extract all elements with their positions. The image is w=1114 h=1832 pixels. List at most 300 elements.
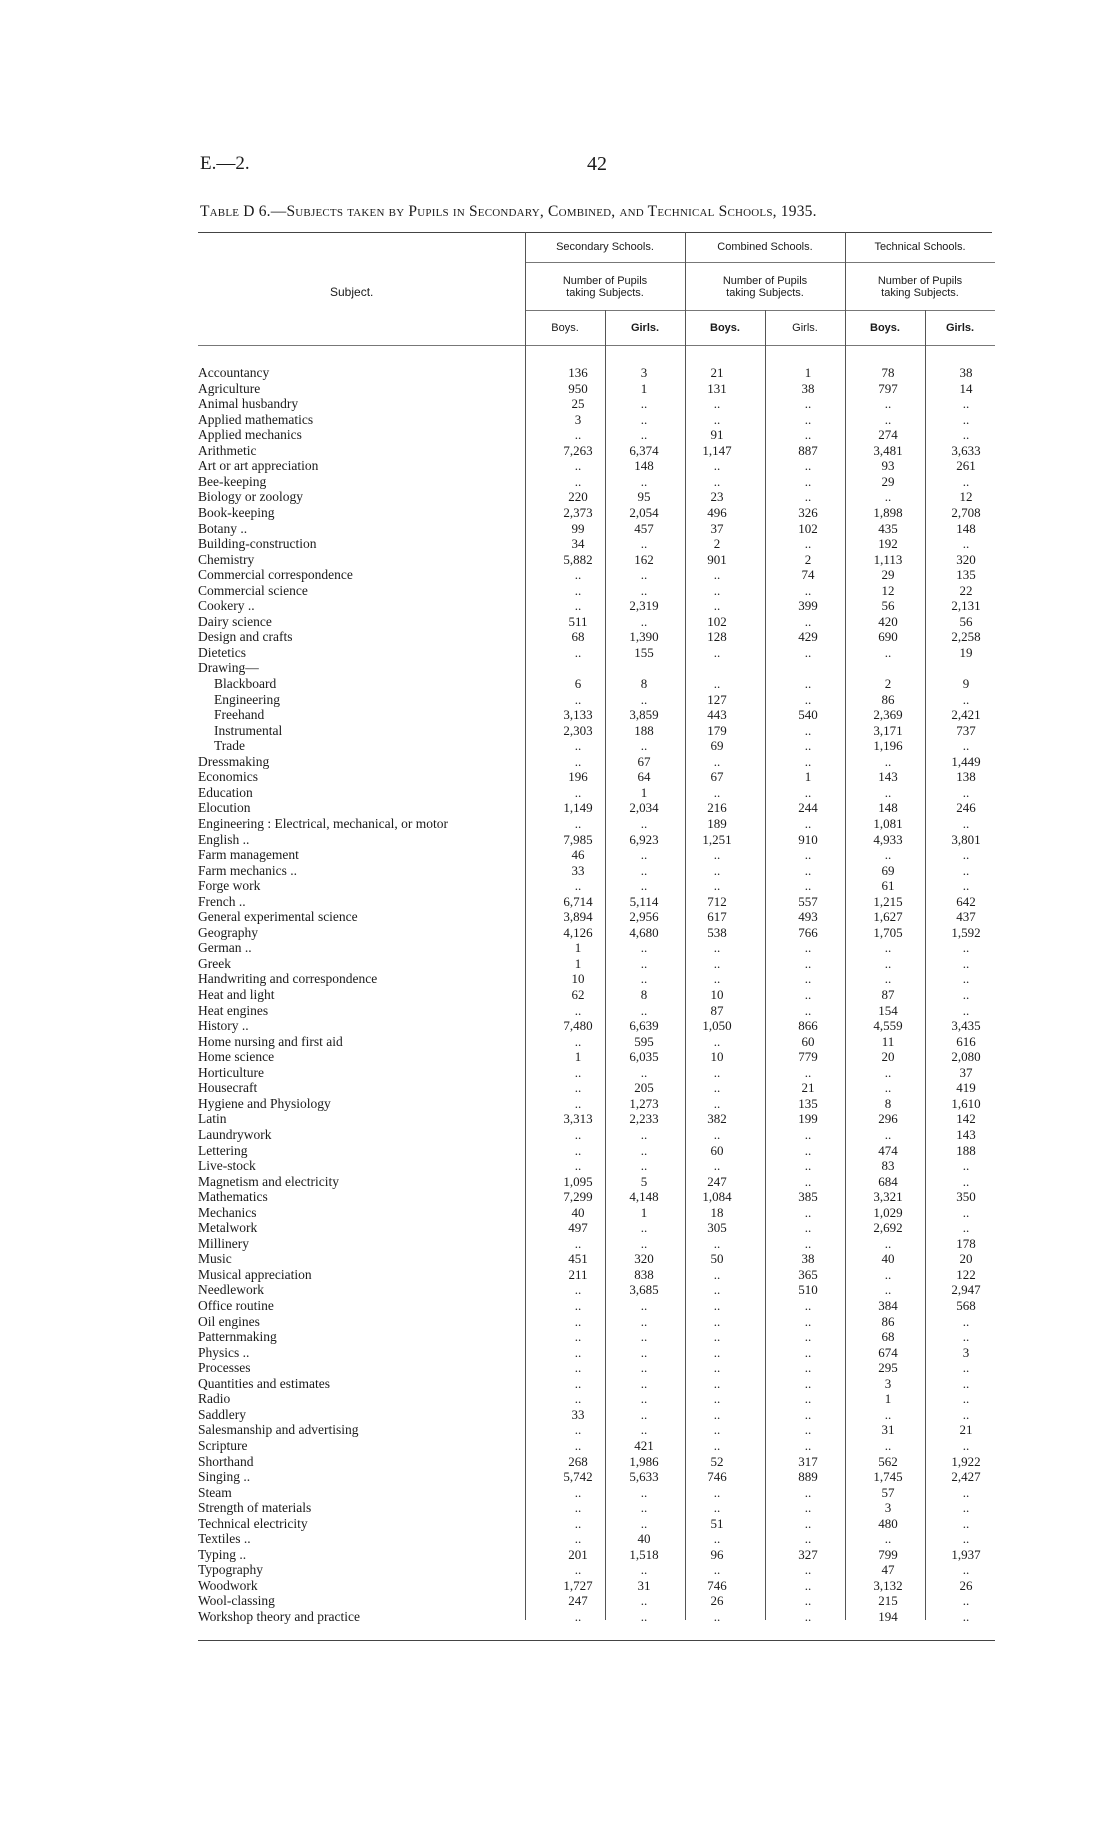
table-cell: ..: [640, 1407, 648, 1422]
table-cell: ..: [962, 971, 970, 986]
bottom-rule: [198, 1640, 995, 1641]
subject-label: Farm management: [198, 847, 299, 862]
row-subject: [198, 629, 292, 644]
table-cell: 10: [710, 987, 724, 1002]
table-cell: ..: [713, 878, 721, 893]
table-cell: 143: [956, 1127, 976, 1142]
table-cell: 9: [962, 676, 970, 691]
table-cell: ..: [804, 1314, 812, 1329]
table-cell: 50: [710, 1251, 724, 1266]
table-cell: ..: [713, 1267, 721, 1282]
table-cell: 102: [707, 614, 727, 629]
table-cell: ..: [574, 1003, 582, 1018]
table-cell: ..: [574, 1609, 582, 1624]
table-cell: 3,321: [873, 1189, 903, 1204]
table-cell: 8: [640, 676, 648, 691]
row-subject: [198, 1174, 339, 1189]
table-cell: 737: [956, 723, 976, 738]
table-cell: ..: [713, 396, 721, 411]
table-cell: 1,745: [873, 1469, 903, 1484]
column-divider: [925, 310, 926, 1620]
table-cell: ..: [640, 847, 648, 862]
table-cell: 99: [571, 521, 585, 536]
table-cell: 38: [801, 1251, 815, 1266]
subject-label: Biology or zoology: [198, 489, 303, 504]
table-cell: 29: [881, 474, 895, 489]
table-cell: 1: [574, 956, 582, 971]
table-cell: ..: [884, 412, 892, 427]
table-cell: 5,114: [629, 894, 659, 909]
table-cell: ..: [884, 1282, 892, 1297]
table-cell: ..: [804, 1236, 812, 1251]
table-cell: 1: [574, 1049, 582, 1064]
table-cell: ..: [962, 878, 970, 893]
table-cell: ..: [962, 940, 970, 955]
subject-label: Music: [198, 1251, 232, 1266]
table-cell: ..: [640, 1127, 648, 1142]
table-cell: ..: [574, 1516, 582, 1531]
table-cell: 493: [798, 909, 818, 924]
table-cell: 91: [710, 427, 724, 442]
table-cell: ..: [713, 1314, 721, 1329]
table-cell: 86: [881, 692, 895, 707]
table-cell: ..: [884, 489, 892, 504]
table-cell: 135: [798, 1096, 818, 1111]
table-cell: 4,680: [629, 925, 659, 940]
table-cell: 3,633: [951, 443, 981, 458]
table-cell: ..: [713, 1329, 721, 1344]
table-cell: 3: [884, 1500, 892, 1515]
table-cell: ..: [804, 1391, 812, 1406]
table-cell: ..: [640, 1158, 648, 1173]
table-cell: ..: [713, 1485, 721, 1500]
table-cell: ..: [713, 863, 721, 878]
table-cell: 1,592: [951, 925, 981, 940]
top-rule: [198, 232, 992, 233]
table-cell: 37: [710, 521, 724, 536]
row-subject: [198, 971, 377, 986]
table-cell: ..: [574, 1345, 582, 1360]
row-subject: [198, 458, 318, 473]
table-cell: 474: [878, 1143, 898, 1158]
table-cell: 127: [707, 692, 727, 707]
table-cell: 3,894: [563, 909, 593, 924]
table-cell: 179: [707, 723, 727, 738]
table-cell: ..: [574, 1282, 582, 1297]
table-cell: 95: [637, 489, 651, 504]
table-cell: 1,727: [563, 1578, 593, 1593]
column-divider: [525, 232, 526, 1620]
subject-label: Magnetism and electricity: [198, 1174, 339, 1189]
row-subject: [198, 396, 298, 411]
table-cell: 779: [798, 1049, 818, 1064]
subject-label: Applied mechanics: [198, 427, 302, 442]
table-cell: ..: [713, 1500, 721, 1515]
table-cell: 3: [884, 1376, 892, 1391]
table-cell: ..: [640, 1314, 648, 1329]
table-cell: ..: [804, 412, 812, 427]
table-cell: 712: [707, 894, 727, 909]
table-cell: 3: [640, 365, 648, 380]
subject-label: Singing ..: [198, 1469, 251, 1484]
table-cell: ..: [640, 1345, 648, 1360]
table-cell: ..: [804, 474, 812, 489]
subheader-secondary: [525, 275, 685, 299]
table-cell: ..: [574, 1065, 582, 1080]
table-cell: ..: [962, 863, 970, 878]
subject-label: Live-stock: [198, 1158, 256, 1173]
row-subject: [198, 645, 246, 660]
subject-label: Radio: [198, 1391, 231, 1406]
table-cell: 40: [571, 1205, 585, 1220]
table-title: Table D 6.—Subjects taken by Pupils in Secondary, Combined, and Technical Schools, 1935.: [200, 203, 817, 220]
table-cell: ..: [804, 1065, 812, 1080]
table-cell: ..: [804, 863, 812, 878]
table-cell: ..: [713, 645, 721, 660]
table-cell: ..: [962, 1531, 970, 1546]
table-cell: ..: [574, 692, 582, 707]
table-cell: ..: [804, 427, 812, 442]
table-cell: 26: [959, 1578, 973, 1593]
table-cell: 155: [634, 645, 654, 660]
table-cell: 568: [956, 1298, 976, 1313]
table-cell: 220: [568, 489, 588, 504]
table-cell: ..: [640, 474, 648, 489]
table-cell: ..: [640, 1376, 648, 1391]
table-cell: ..: [574, 1531, 582, 1546]
subject-label: Strength of materials: [198, 1500, 312, 1515]
table-cell: 148: [878, 800, 898, 815]
table-cell: ..: [640, 1562, 648, 1577]
subject-label: Typography: [198, 1562, 264, 1577]
table-cell: ..: [962, 1593, 970, 1608]
table-cell: ..: [713, 785, 721, 800]
row-subject: [198, 940, 252, 955]
table-cell: ..: [574, 1080, 582, 1095]
table-cell: ..: [713, 1236, 721, 1251]
table-cell: 2: [713, 536, 721, 551]
table-cell: 22: [959, 583, 973, 598]
page-code: E.—2.: [200, 153, 250, 174]
table-cell: 148: [634, 458, 654, 473]
table-cell: 350: [956, 1189, 976, 1204]
table-cell: 21: [801, 1080, 815, 1095]
table-cell: ..: [640, 1485, 648, 1500]
subheader-line-2: taking Subjects.: [566, 287, 644, 299]
table-cell: 296: [878, 1111, 898, 1126]
table-cell: 21: [710, 365, 724, 380]
row-subject: [198, 1562, 263, 1577]
subject-label: Millinery: [198, 1236, 249, 1251]
row-subject: [214, 707, 264, 722]
table-cell: 497: [568, 1220, 588, 1235]
row-subject: [198, 1236, 249, 1251]
table-cell: ..: [962, 1360, 970, 1375]
table-cell: ..: [640, 396, 648, 411]
table-cell: 261: [956, 458, 976, 473]
table-cell: 327: [798, 1547, 818, 1562]
row-subject: [198, 832, 249, 847]
table-cell: 33: [571, 863, 585, 878]
subject-label: Mechanics: [198, 1205, 257, 1220]
subject-label: Agriculture: [198, 381, 261, 396]
table-cell: 188: [956, 1143, 976, 1158]
table-cell: 87: [710, 1003, 724, 1018]
column-divider: [845, 232, 846, 1620]
table-cell: ..: [713, 567, 721, 582]
table-cell: ..: [804, 1609, 812, 1624]
table-cell: ..: [962, 956, 970, 971]
subject-label: Instrumental: [214, 723, 283, 738]
row-subject: [198, 1345, 249, 1360]
row-subject: [198, 1220, 257, 1235]
table-cell: ..: [962, 1500, 970, 1515]
table-cell: ..: [713, 1282, 721, 1297]
table-cell: 8: [640, 987, 648, 1002]
table-cell: 29: [881, 567, 895, 582]
table-cell: ..: [804, 489, 812, 504]
table-cell: 7,985: [563, 832, 593, 847]
subject-label: Design and crafts: [198, 629, 293, 644]
table-cell: 451: [568, 1251, 588, 1266]
table-cell: 87: [881, 987, 895, 1002]
table-cell: ..: [713, 1360, 721, 1375]
table-cell: ..: [884, 1080, 892, 1095]
table-cell: ..: [804, 1174, 812, 1189]
table-cell: 56: [959, 614, 973, 629]
subject-label: Wool-classing: [198, 1593, 275, 1608]
table-cell: ..: [713, 1562, 721, 1577]
table-cell: 1,084: [702, 1189, 732, 1204]
subheader-line-1: Number of Pupils: [722, 275, 808, 287]
row-subject: [198, 1454, 254, 1469]
table-cell: ..: [804, 847, 812, 862]
row-subject: [198, 1329, 277, 1344]
subject-label: Trade: [214, 738, 246, 753]
table-cell: 2,303: [563, 723, 593, 738]
subject-label: Commercial correspondence: [198, 567, 353, 582]
table-cell: 93: [881, 458, 895, 473]
table-cell: ..: [640, 614, 648, 629]
row-subject: [198, 1282, 264, 1297]
table-cell: 3,685: [629, 1282, 659, 1297]
row-subject: [198, 381, 260, 396]
table-cell: ..: [962, 1158, 970, 1173]
subheader-line-1: Number of Pupils: [877, 275, 963, 287]
table-cell: ..: [804, 692, 812, 707]
table-cell: 178: [956, 1236, 976, 1251]
table-cell: 216: [707, 800, 727, 815]
table-cell: 2,080: [951, 1049, 981, 1064]
table-cell: ..: [574, 1314, 582, 1329]
table-cell: 320: [956, 552, 976, 567]
table-cell: 1: [804, 769, 812, 784]
subject-label: Book-keeping: [198, 505, 275, 520]
subject-label: Education: [198, 785, 253, 800]
row-subject: [198, 1578, 258, 1593]
table-cell: 1,215: [873, 894, 903, 909]
table-cell: ..: [884, 1127, 892, 1142]
table-cell: ..: [804, 1422, 812, 1437]
table-cell: 31: [637, 1578, 651, 1593]
subject-label: Dietetics: [198, 645, 246, 660]
table-cell: ..: [962, 396, 970, 411]
table-cell: 6,714: [563, 894, 593, 909]
table-cell: 3,171: [873, 723, 903, 738]
group-technical: Technical Schools.: [874, 241, 966, 253]
subject-label: Greek: [198, 956, 231, 971]
table-cell: ..: [713, 1034, 721, 1049]
table-cell: 11: [881, 1034, 895, 1049]
subject-label: Arithmetic: [198, 443, 257, 458]
subject-label: Dressmaking: [198, 754, 270, 769]
subject-label: Lettering: [198, 1143, 248, 1158]
table-cell: ..: [713, 1158, 721, 1173]
table-cell: 18: [710, 1205, 724, 1220]
table-cell: ..: [640, 1003, 648, 1018]
table-cell: 7,263: [563, 443, 593, 458]
row-subject: [198, 1158, 256, 1173]
table-cell: ..: [713, 1531, 721, 1546]
table-cell: 684: [878, 1174, 898, 1189]
table-cell: 26: [710, 1593, 724, 1608]
table-cell: ..: [574, 1438, 582, 1453]
table-cell: ..: [884, 1438, 892, 1453]
table-cell: ..: [574, 1298, 582, 1313]
table-cell: 162: [634, 552, 654, 567]
table-cell: 1: [640, 785, 648, 800]
table-cell: 419: [956, 1080, 976, 1095]
table-cell: 205: [634, 1080, 654, 1095]
table-cell: 1,922: [951, 1454, 981, 1469]
table-cell: ..: [640, 878, 648, 893]
subject-label: Woodwork: [198, 1578, 258, 1593]
table-cell: 540: [798, 707, 818, 722]
table-cell: 538: [707, 925, 727, 940]
subject-label: Elocution: [198, 800, 251, 815]
row-subject: [198, 552, 254, 567]
subject-label: Forge work: [198, 878, 261, 893]
table-cell: 420: [878, 614, 898, 629]
table-cell: 37: [959, 1065, 973, 1080]
subject-label: Office routine: [198, 1298, 274, 1313]
subject-label: Accountancy: [198, 365, 270, 380]
table-cell: 1,251: [702, 832, 732, 847]
subject-label: Freehand: [214, 707, 265, 722]
table-cell: 211: [568, 1267, 588, 1282]
table-cell: 320: [634, 1251, 654, 1266]
table-cell: 244: [798, 800, 818, 815]
table-cell: 3: [574, 412, 582, 427]
subheader-line-2: taking Subjects.: [726, 287, 804, 299]
table-cell: 1: [804, 365, 812, 380]
table-cell: ..: [804, 1329, 812, 1344]
table-cell: 19: [959, 645, 973, 660]
subject-label: Typing ..: [198, 1547, 247, 1562]
table-cell: 188: [634, 723, 654, 738]
row-subject: [198, 1096, 331, 1111]
table-cell: 61: [881, 878, 895, 893]
row-subject: [198, 800, 251, 815]
subject-label: Farm mechanics ..: [198, 863, 297, 878]
table-cell: 457: [634, 521, 654, 536]
table-cell: 6,639: [629, 1018, 659, 1033]
subject-label: Physics ..: [198, 1345, 250, 1360]
row-subject: [214, 738, 245, 753]
subheader-technical: [845, 275, 995, 299]
row-subject: [198, 956, 231, 971]
subject-label: Quantities and estimates: [198, 1376, 330, 1391]
table-cell: ..: [962, 1314, 970, 1329]
table-cell: 382: [707, 1111, 727, 1126]
subject-label: Saddlery: [198, 1407, 246, 1422]
table-cell: 690: [878, 629, 898, 644]
table-cell: 20: [959, 1251, 973, 1266]
table-cell: ..: [640, 738, 648, 753]
table-cell: 10: [710, 1049, 724, 1064]
table-cell: 1,149: [563, 800, 593, 815]
table-cell: 1,273: [629, 1096, 659, 1111]
table-cell: ..: [713, 1407, 721, 1422]
table-cell: ..: [640, 863, 648, 878]
table-cell: ..: [640, 940, 648, 955]
row-subject: [198, 925, 258, 940]
table-cell: ..: [713, 474, 721, 489]
table-cell: 2,131: [951, 598, 981, 613]
table-cell: ..: [640, 1593, 648, 1608]
table-cell: 3,132: [873, 1578, 903, 1593]
table-cell: ..: [804, 1531, 812, 1546]
col-label-secondary-boys: Boys.: [551, 322, 579, 334]
subject-label: Blackboard: [214, 676, 277, 691]
subject-label: Building-construction: [198, 536, 317, 551]
table-cell: 399: [798, 598, 818, 613]
table-cell: ..: [713, 1438, 721, 1453]
table-cell: 62: [571, 987, 585, 1002]
table-cell: ..: [713, 1422, 721, 1437]
table-cell: ..: [962, 1174, 970, 1189]
table-cell: 122: [956, 1267, 976, 1282]
table-cell: 6: [574, 676, 582, 691]
table-cell: 3,313: [563, 1111, 593, 1126]
table-cell: ..: [574, 1422, 582, 1437]
row-subject: [198, 1205, 256, 1220]
table-cell: 2,947: [951, 1282, 981, 1297]
col-label-technical-girls: Girls.: [945, 322, 975, 334]
table-cell: ..: [640, 1391, 648, 1406]
table-cell: ..: [640, 412, 648, 427]
row-subject: [198, 847, 299, 862]
table-cell: ..: [962, 987, 970, 1002]
row-subject: [198, 614, 272, 629]
table-cell: ..: [884, 785, 892, 800]
table-cell: 557: [798, 894, 818, 909]
table-cell: 128: [707, 629, 727, 644]
table-cell: ..: [574, 816, 582, 831]
table-cell: 68: [571, 629, 585, 644]
table-cell: ..: [713, 754, 721, 769]
table-cell: ..: [713, 1376, 721, 1391]
table-cell: ..: [640, 956, 648, 971]
subheader-line-2: taking Subjects.: [881, 287, 959, 299]
table-cell: ..: [804, 1003, 812, 1018]
row-subject: [198, 1531, 251, 1546]
table-cell: 25: [571, 396, 585, 411]
table-cell: 385: [798, 1189, 818, 1204]
table-cell: 142: [956, 1111, 976, 1126]
group-combined: Combined Schools.: [717, 241, 813, 253]
subject-label: Commercial science: [198, 583, 308, 598]
